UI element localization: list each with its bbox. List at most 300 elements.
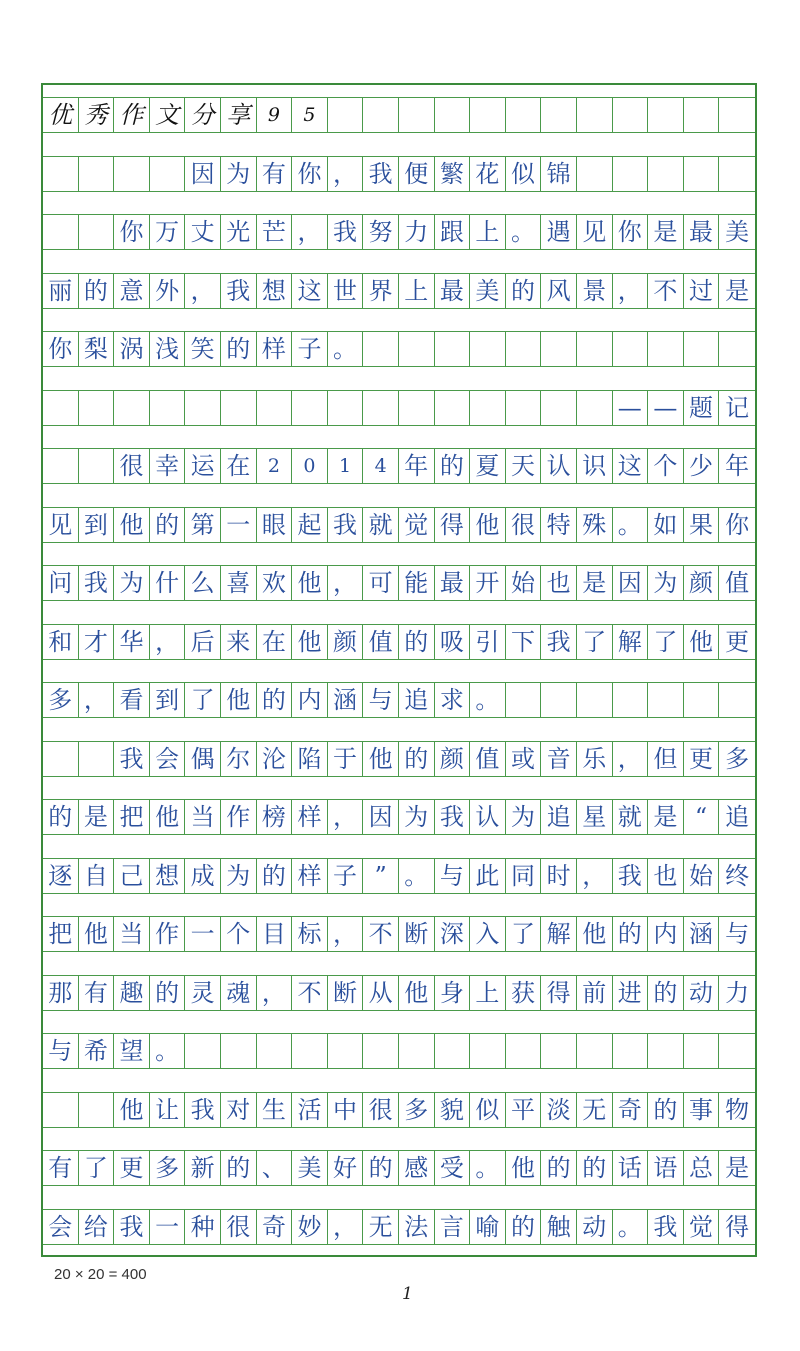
grid-cell: 他 — [150, 800, 186, 834]
grid-cell: 界 — [363, 274, 399, 308]
grid-cell: 到 — [150, 683, 186, 717]
grid-cell — [328, 1034, 364, 1068]
grid-cell: 深 — [435, 917, 471, 951]
grid-cell — [114, 157, 150, 191]
grid-cell — [399, 1034, 435, 1068]
grid-cell: 得 — [541, 976, 577, 1010]
grid-row — [43, 331, 755, 367]
grid-cell — [470, 391, 506, 425]
grid-cell: 涡 — [114, 332, 150, 366]
grid-cell — [577, 683, 613, 717]
grid-cell: 的 — [613, 917, 649, 951]
grid-cell — [399, 391, 435, 425]
grid-cell: 到 — [79, 508, 115, 542]
grid-cell: 让 — [150, 1093, 186, 1127]
grid-cell: 了 — [185, 683, 221, 717]
grid-cell — [79, 391, 115, 425]
grid-cell: 与 — [363, 683, 399, 717]
grid-cell: 他 — [292, 566, 328, 600]
grid-cell: 享 — [221, 98, 257, 132]
grid-cell — [185, 391, 221, 425]
grid-cell: 努 — [363, 215, 399, 249]
grid-cell: 尔 — [221, 742, 257, 776]
grid-cell: 芒 — [257, 215, 293, 249]
grid-cell: 那 — [43, 976, 79, 1010]
grid-cell: 因 — [185, 157, 221, 191]
grid-cell: 为 — [399, 800, 435, 834]
grid-row — [43, 975, 755, 1011]
grid-cell — [719, 683, 755, 717]
grid-cell: 美 — [470, 274, 506, 308]
grid-cell: 外 — [150, 274, 186, 308]
grid-cell: 颜 — [435, 742, 471, 776]
grid-cell: 值 — [725, 569, 750, 597]
grid-cell — [613, 98, 649, 132]
grid-cell — [150, 157, 186, 191]
grid-cell: 一 — [150, 1210, 186, 1244]
grid-cell: “ — [684, 800, 720, 834]
grid-cell: 风 — [541, 274, 577, 308]
grid-cell: 了 — [506, 917, 542, 951]
grid-cell: 平 — [506, 1093, 542, 1127]
grid-cell — [541, 332, 577, 366]
grid-cell: 涵 — [684, 917, 720, 951]
grid-row — [43, 507, 755, 543]
grid-cell: 后 — [185, 625, 221, 659]
grid-cell: 他 — [577, 917, 613, 951]
grid-cell: 动 — [577, 1210, 613, 1244]
grid-cell — [684, 98, 720, 132]
grid-cell: 标 — [292, 917, 328, 951]
grid-cell — [541, 1034, 577, 1068]
grid-cell: 就 — [613, 800, 649, 834]
grid-cell: 过 — [684, 274, 720, 308]
grid-cell: 我 — [114, 1210, 150, 1244]
grid-cell: 与 — [725, 920, 750, 948]
grid-cell: 么 — [185, 566, 221, 600]
grid-cell: 记 — [725, 393, 750, 422]
grid-cell — [577, 332, 613, 366]
grid-cell: 子 — [292, 332, 328, 366]
grid-cell: 当 — [114, 917, 150, 951]
grid-cell: 总 — [684, 1151, 720, 1185]
grid-cell: 偶 — [185, 742, 221, 776]
grid-cell: 但 — [648, 742, 684, 776]
grid-cell: ， — [150, 625, 186, 659]
grid-cell: 喻 — [470, 1210, 506, 1244]
grid-cell — [43, 391, 79, 425]
grid-cell — [613, 1034, 649, 1068]
grid-cell — [506, 391, 542, 425]
grid-cell: 最 — [684, 215, 720, 249]
grid-cell: 当 — [185, 800, 221, 834]
grid-cell: 一 — [221, 508, 257, 542]
grid-cell: 求 — [435, 683, 471, 717]
grid-cell: 样 — [292, 800, 328, 834]
grid-cell: 了 — [577, 625, 613, 659]
grid-cell: 他 — [221, 683, 257, 717]
grid-cell: 入 — [470, 917, 506, 951]
grid-cell: 进 — [613, 976, 649, 1010]
grid-cell: 因 — [613, 566, 649, 600]
grid-cell — [613, 332, 649, 366]
grid-cell: ， — [328, 800, 364, 834]
grid-cell: 的 — [79, 274, 115, 308]
grid-cell: ， — [328, 917, 364, 951]
grid-cell: 貌 — [435, 1093, 471, 1127]
grid-cell: 此 — [470, 859, 506, 893]
grid-cell: 的 — [648, 976, 684, 1010]
grid-cell: 我 — [114, 742, 150, 776]
grid-cell: 你 — [114, 215, 150, 249]
grid-cell: 追 — [399, 683, 435, 717]
grid-cell: 把 — [114, 800, 150, 834]
grid-cell — [541, 98, 577, 132]
grid-cell: 追 — [725, 803, 750, 831]
grid-cell: 很 — [506, 508, 542, 542]
grid-cell: 5 — [292, 98, 328, 132]
grid-cell: 丽 — [43, 274, 79, 308]
grid-cell — [435, 98, 471, 132]
grid-cell: 才 — [79, 625, 115, 659]
grid-cell — [719, 332, 755, 366]
grid-cell — [435, 391, 471, 425]
grid-cell: 我 — [221, 274, 257, 308]
grid-cell: 了 — [648, 625, 684, 659]
grid-cell: 追 — [541, 800, 577, 834]
grid-cell — [684, 1034, 720, 1068]
grid-cell: 我 — [363, 157, 399, 191]
grid-cell: 的 — [506, 274, 542, 308]
grid-cell: ， — [328, 1210, 364, 1244]
grid-cell: 我 — [79, 566, 115, 600]
grid-cell: 魂 — [221, 976, 257, 1010]
grid-cell: 不 — [363, 917, 399, 951]
grid-cell: 生 — [257, 1093, 293, 1127]
grid-cell — [506, 332, 542, 366]
grid-cell: 为 — [114, 566, 150, 600]
grid-cell: ， — [613, 742, 649, 776]
grid-cell: 的 — [221, 332, 257, 366]
grid-cell: 、 — [257, 1151, 293, 1185]
grid-cell: 有 — [257, 157, 293, 191]
grid-cell: 题 — [684, 391, 720, 425]
grid-cell: 个 — [648, 449, 684, 483]
grid-cell: 为 — [221, 157, 257, 191]
grid-cell: 上 — [470, 215, 506, 249]
grid-cell: 有 — [79, 976, 115, 1010]
grid-cell: 我 — [613, 859, 649, 893]
grid-cell: 4 — [363, 449, 399, 483]
grid-cell: 幸 — [150, 449, 186, 483]
grid-cell: 景 — [577, 274, 613, 308]
grid-cell: 他 — [684, 625, 720, 659]
grid-cell: 。 — [150, 1034, 186, 1068]
grid-cell: 灵 — [185, 976, 221, 1010]
grid-row — [43, 741, 755, 777]
grid-cell: 受 — [435, 1151, 471, 1185]
grid-cell: 你 — [43, 332, 79, 366]
grid-cell: 同 — [506, 859, 542, 893]
grid-cell: 上 — [470, 976, 506, 1010]
grid-cell — [470, 332, 506, 366]
grid-cell: 的 — [399, 742, 435, 776]
grid-cell: 或 — [506, 742, 542, 776]
grid-cell: 个 — [221, 917, 257, 951]
grid-cell: 很 — [114, 449, 150, 483]
grid-cell: 的 — [506, 1210, 542, 1244]
grid-cell: ” — [363, 859, 399, 893]
grid-cell: 己 — [114, 859, 150, 893]
grid-cell: 上 — [399, 274, 435, 308]
grid-cell — [328, 391, 364, 425]
grid-cell: 遇 — [541, 215, 577, 249]
grid-cell — [292, 391, 328, 425]
grid-cell: 多 — [43, 683, 79, 717]
grid-cell — [648, 1034, 684, 1068]
grid-cell: 内 — [292, 683, 328, 717]
page-number: 1 — [402, 1284, 413, 1304]
grid-cell: 的 — [43, 800, 79, 834]
grid-row — [43, 448, 755, 484]
grid-cell: 动 — [684, 976, 720, 1010]
grid-cell: 更 — [114, 1151, 150, 1185]
grid-cell: 为 — [221, 859, 257, 893]
grid-cell — [328, 98, 364, 132]
grid-cell: 的 — [221, 1151, 257, 1185]
grid-cell: 始 — [506, 566, 542, 600]
grid-row — [43, 682, 755, 718]
grid-cell: 文 — [150, 98, 186, 132]
grid-cell: 前 — [577, 976, 613, 1010]
grid-cell: 我 — [435, 800, 471, 834]
grid-cell: 便 — [399, 157, 435, 191]
grid-cell — [684, 683, 720, 717]
grid-cell: 光 — [221, 215, 257, 249]
grid-cell: 识 — [577, 449, 613, 483]
grid-cell: 内 — [648, 917, 684, 951]
grid-cell: 我 — [648, 1210, 684, 1244]
grid-cell — [541, 391, 577, 425]
grid-cell — [719, 157, 755, 191]
grid-cell — [79, 157, 115, 191]
grid-cell: 眼 — [257, 508, 293, 542]
grid-cell — [435, 1034, 471, 1068]
grid-row — [43, 1150, 755, 1186]
grid-cell — [399, 332, 435, 366]
grid-cell — [435, 332, 471, 366]
grid-cell: 他 — [114, 508, 150, 542]
grid-cell: 是 — [648, 800, 684, 834]
grid-cell: 能 — [399, 566, 435, 600]
grid-cell — [684, 157, 720, 191]
grid-cell: 淡 — [541, 1093, 577, 1127]
grid-cell: 望 — [114, 1034, 150, 1068]
grid-cell: 起 — [292, 508, 328, 542]
grid-cell: 妙 — [292, 1210, 328, 1244]
grid-cell — [43, 742, 79, 776]
grid-cell — [470, 98, 506, 132]
grid-cell: 的 — [399, 625, 435, 659]
grid-cell: 目 — [257, 917, 293, 951]
composition-grid-sheet — [41, 83, 757, 1257]
grid-cell: 。 — [506, 215, 542, 249]
grid-cell: 给 — [79, 1210, 115, 1244]
grid-cell: 力 — [725, 978, 750, 1007]
grid-cell: 他 — [363, 742, 399, 776]
grid-cell: 觉 — [684, 1210, 720, 1244]
grid-row — [43, 273, 755, 309]
grid-cell: 认 — [541, 449, 577, 483]
grid-cell — [613, 157, 649, 191]
grid-cell: 我 — [541, 625, 577, 659]
grid-cell: 来 — [221, 625, 257, 659]
grid-cell: 就 — [363, 508, 399, 542]
grid-cell: 他 — [114, 1093, 150, 1127]
grid-cell: 沦 — [257, 742, 293, 776]
grid-cell: 想 — [257, 274, 293, 308]
grid-cell: 引 — [470, 625, 506, 659]
grid-cell: 有 — [43, 1151, 79, 1185]
grid-cell — [185, 1034, 221, 1068]
grid-cell — [577, 1034, 613, 1068]
grid-cell: 浅 — [150, 332, 186, 366]
grid-cell: 也 — [648, 859, 684, 893]
grid-cell: 断 — [328, 976, 364, 1010]
grid-cell: ， — [185, 274, 221, 308]
grid-cell: 喜 — [221, 566, 257, 600]
grid-cell: 逐 — [43, 859, 79, 893]
grid-cell: 0 — [292, 449, 328, 483]
grid-cell: 语 — [648, 1151, 684, 1185]
grid-row — [43, 214, 755, 250]
grid-cell: 言 — [435, 1210, 471, 1244]
grid-cell: ， — [79, 683, 115, 717]
grid-cell — [648, 98, 684, 132]
grid-cell: 跟 — [435, 215, 471, 249]
grid-cell: 多 — [725, 744, 750, 773]
grid-cell: 可 — [363, 566, 399, 600]
grid-cell — [577, 98, 613, 132]
grid-cell — [648, 157, 684, 191]
grid-cell: 颜 — [328, 625, 364, 659]
grid-row — [43, 390, 755, 426]
grid-cell: 很 — [363, 1093, 399, 1127]
grid-cell — [506, 98, 542, 132]
grid-cell: 他 — [470, 508, 506, 542]
grid-row — [43, 624, 755, 660]
grid-cell: 陷 — [292, 742, 328, 776]
grid-cell: 与 — [435, 859, 471, 893]
grid-cell: ， — [328, 157, 364, 191]
grid-cell: 作 — [114, 98, 150, 132]
grid-cell: 在 — [221, 449, 257, 483]
grid-cell: 最 — [435, 566, 471, 600]
grid-cell: ， — [613, 274, 649, 308]
grid-cell: 样 — [257, 332, 293, 366]
grid-cell: 秀 — [79, 98, 115, 132]
grid-cell: 的 — [150, 508, 186, 542]
grid-cell: 是 — [577, 566, 613, 600]
grid-cell: 星 — [577, 800, 613, 834]
grid-cell — [363, 1034, 399, 1068]
grid-cell — [506, 1034, 542, 1068]
grid-cell: 我 — [328, 508, 364, 542]
grid-cell: 是 — [725, 276, 750, 305]
grid-cell: 问 — [43, 566, 79, 600]
grid-cell — [221, 391, 257, 425]
grid-cell: 无 — [577, 1093, 613, 1127]
grid-cell: 似 — [470, 1093, 506, 1127]
grid-cell: 更 — [725, 627, 750, 656]
grid-cell: 见 — [577, 215, 613, 249]
grid-cell: 种 — [185, 1210, 221, 1244]
grid-cell: 。 — [613, 1210, 649, 1244]
grid-cell — [577, 157, 613, 191]
grid-cell: 什 — [150, 566, 186, 600]
grid-cell: 与 — [43, 1034, 79, 1068]
grid-cell: 无 — [363, 1210, 399, 1244]
grid-cell: 奇 — [613, 1093, 649, 1127]
grid-cell: 解 — [541, 917, 577, 951]
grid-count-label: 20 × 20 = 400 — [54, 1266, 147, 1283]
grid-cell: 作 — [221, 800, 257, 834]
grid-cell: 时 — [541, 859, 577, 893]
grid-cell: ， — [577, 859, 613, 893]
grid-cell: 事 — [684, 1093, 720, 1127]
grid-cell — [363, 332, 399, 366]
grid-cell: 万 — [150, 215, 186, 249]
grid-cell: 花 — [470, 157, 506, 191]
grid-cell: 美 — [292, 1151, 328, 1185]
grid-cell: 始 — [684, 859, 720, 893]
grid-cell: 自 — [79, 859, 115, 893]
grid-cell: 美 — [725, 218, 750, 246]
grid-cell: 你 — [725, 510, 750, 539]
grid-cell: 成 — [185, 859, 221, 893]
grid-cell — [43, 215, 79, 249]
grid-cell — [79, 449, 115, 483]
grid-cell: 不 — [648, 274, 684, 308]
grid-cell — [577, 391, 613, 425]
grid-cell: 少 — [684, 449, 720, 483]
grid-cell: ， — [292, 215, 328, 249]
grid-cell: 意 — [114, 274, 150, 308]
grid-cell: 运 — [185, 449, 221, 483]
grid-row — [43, 156, 755, 192]
grid-cell — [221, 1034, 257, 1068]
grid-cell — [150, 391, 186, 425]
grid-cell — [43, 449, 79, 483]
grid-cell: 天 — [506, 449, 542, 483]
grid-cell: 最 — [435, 274, 471, 308]
grid-cell: 新 — [185, 1151, 221, 1185]
grid-cell: 好 — [328, 1151, 364, 1185]
grid-row — [43, 1092, 755, 1128]
grid-cell: 世 — [328, 274, 364, 308]
grid-cell: 这 — [613, 449, 649, 483]
grid-cell: 值 — [470, 742, 506, 776]
grid-cell: 奇 — [257, 1210, 293, 1244]
grid-row — [43, 565, 755, 601]
grid-cell: 年 — [399, 449, 435, 483]
grid-row — [43, 799, 755, 835]
grid-cell: 1 — [328, 449, 364, 483]
grid-cell: 获 — [506, 976, 542, 1010]
grid-cell: 是 — [648, 215, 684, 249]
grid-cell: 从 — [363, 976, 399, 1010]
grid-cell: 欢 — [257, 566, 293, 600]
